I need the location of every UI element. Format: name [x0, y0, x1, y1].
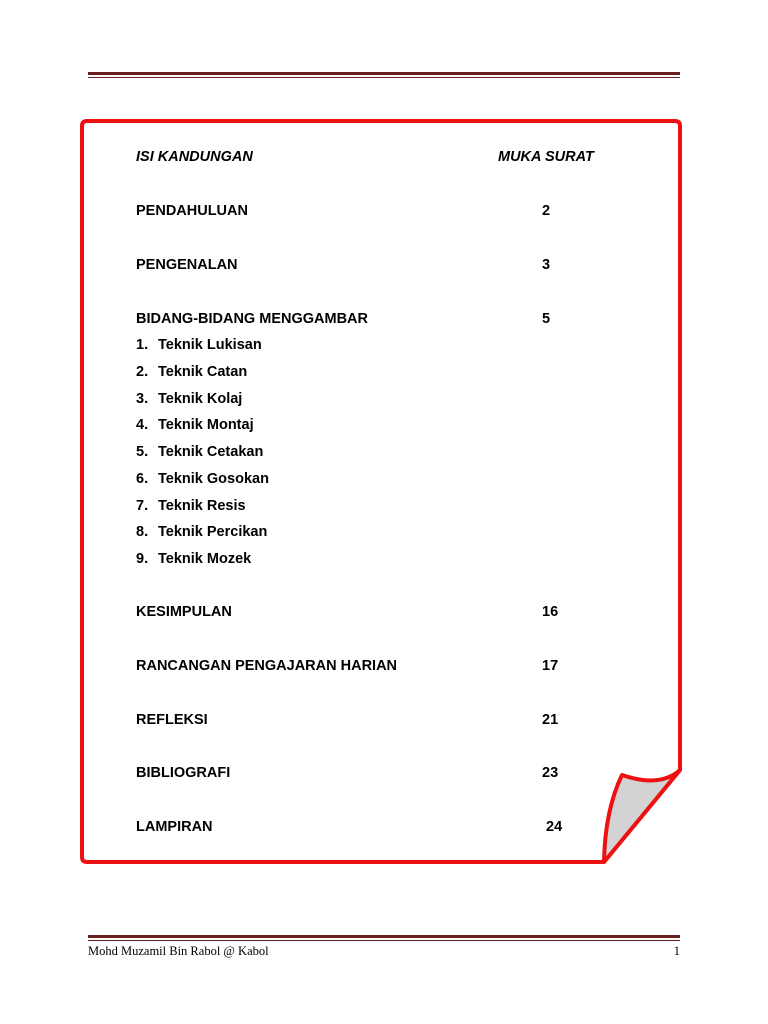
- toc-subitem: [136, 337, 262, 353]
- toc-entry-label: BIDANG-BIDANG MENGGAMBAR: [136, 311, 368, 327]
- subitem-label: Teknik Gosokan: [158, 471, 269, 487]
- subitem-label: Teknik Lukisan: [158, 337, 262, 353]
- toc-entry-label: REFLEKSI: [136, 712, 208, 728]
- footer-rule: [88, 935, 680, 941]
- toc-entry-label: BIBLIOGRAFI: [136, 765, 231, 781]
- subitem-number: 8.: [136, 524, 149, 540]
- footer-author: Mohd Muzamil Bin Rabol @ Kabol: [88, 944, 269, 958]
- toc-entry-label: PENDAHULUAN: [136, 203, 248, 219]
- toc-header: [136, 149, 596, 169]
- toc-entry-page: 16: [542, 604, 559, 620]
- toc-subitem: [136, 444, 263, 460]
- subitem-number: 7.: [136, 498, 149, 514]
- toc-entry: [136, 819, 596, 839]
- toc-subitem: [136, 391, 242, 407]
- page-footer: [88, 944, 680, 962]
- subitem-label: Teknik Mozek: [158, 551, 252, 567]
- subitem-number: 6.: [136, 471, 149, 487]
- toc-entry-label: RANCANGAN PENGAJARAN HARIAN: [136, 658, 398, 674]
- subitem-number: 1.: [136, 337, 149, 353]
- toc-entry: [136, 203, 596, 223]
- subitem-label: Teknik Kolaj: [158, 391, 243, 407]
- footer-page-number: 1: [673, 944, 680, 958]
- subitem-label: Teknik Cetakan: [158, 444, 264, 460]
- toc-entry-label: KESIMPULAN: [136, 604, 232, 620]
- toc-entry-page: 2: [542, 203, 551, 219]
- subitem-label: Teknik Catan: [158, 364, 248, 380]
- toc-entry-page: 17: [542, 658, 559, 674]
- toc-entry-page: 24: [546, 819, 563, 835]
- subitem-number: 2.: [136, 364, 149, 380]
- toc-entry-page: 23: [542, 765, 559, 781]
- toc-entry: [136, 765, 596, 785]
- toc-subitem: [136, 551, 251, 567]
- toc-entry: [136, 658, 596, 678]
- toc-entry: [136, 604, 596, 624]
- subitem-label: Teknik Percikan: [158, 524, 268, 540]
- toc-entry: [136, 257, 596, 277]
- toc-entry-label: LAMPIRAN: [136, 819, 213, 835]
- toc-header-page: MUKA SURAT: [498, 149, 594, 165]
- toc-entry: [136, 311, 596, 331]
- toc-entry-page: 21: [542, 712, 559, 728]
- subitem-number: 4.: [136, 417, 149, 433]
- subitem-label: Teknik Montaj: [158, 417, 254, 433]
- toc-subitem: [136, 364, 247, 380]
- toc-entry-label: PENGENALAN: [136, 257, 238, 273]
- subitem-number: 5.: [136, 444, 149, 460]
- toc-header-title: ISI KANDUNGAN: [136, 149, 253, 165]
- subitem-label: Teknik Resis: [158, 498, 246, 514]
- toc-subitem: [136, 498, 246, 514]
- toc-subitem: [136, 524, 267, 540]
- subitem-number: 9.: [136, 551, 149, 567]
- toc-subitem: [136, 417, 254, 433]
- toc-subitem: [136, 471, 269, 487]
- toc-entry: [136, 712, 596, 732]
- toc-entry-page: 5: [542, 311, 551, 327]
- toc-entry-page: 3: [542, 257, 551, 273]
- subitem-number: 3.: [136, 391, 149, 407]
